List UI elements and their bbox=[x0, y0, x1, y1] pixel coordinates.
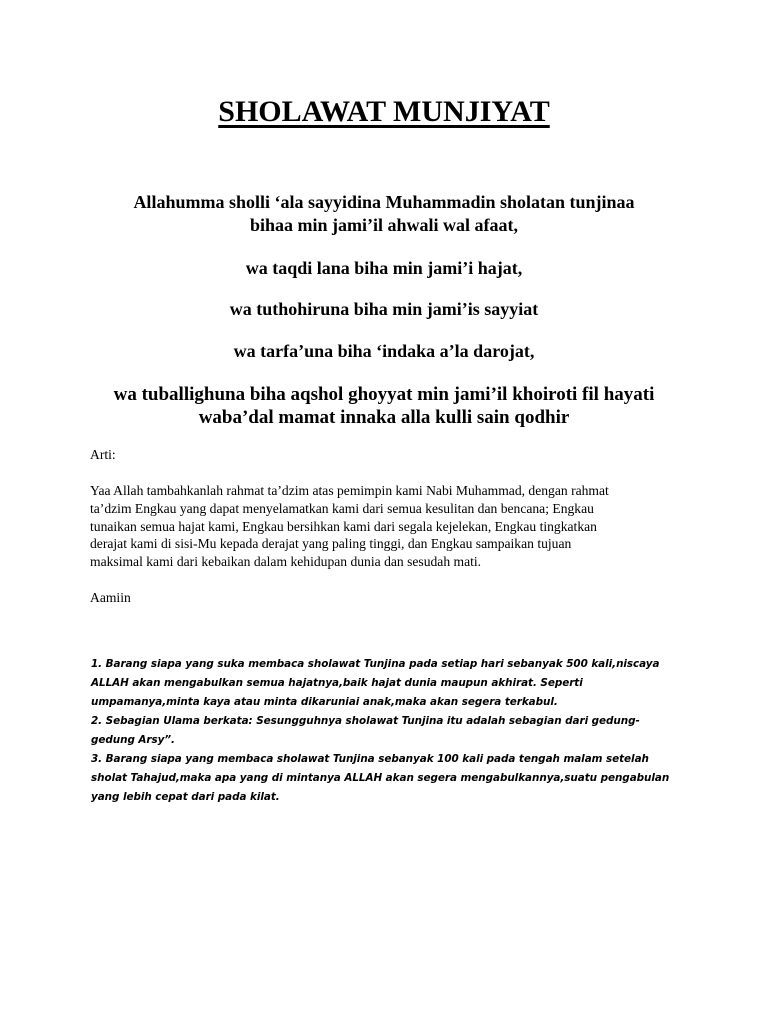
note-line: sholat Tahajud,maka apa yang di mintanya ALLAH akan segera mengabulkannya,suatu pengabulan bbox=[91, 772, 670, 784]
verse-line: wa tarfa’una biha ‘indaka a’la darojat, bbox=[233, 341, 535, 361]
note-line: 3. Barang siapa yang membaca sholawat Tunjina sebanyak 100 kali pada tengah malam setelah bbox=[91, 753, 649, 765]
translation-line: derajat kami di sisi-Mu kepada derajat yang paling tinggi, dan Engkau sampaikan tujuan bbox=[90, 536, 572, 552]
translation-line: Yaa Allah tambahkanlah rahmat ta’dzim atas pemimpin kami Nabi Muhammad, dengan rahmat bbox=[90, 483, 609, 498]
verse-1 bbox=[60, 191, 708, 237]
translation-line: maksimal kami dari kebaikan dalam kehidupan dunia dan sesudah mati. bbox=[90, 554, 482, 570]
verse-2 bbox=[60, 257, 708, 280]
verse-line: Allahumma sholli ‘ala sayyidina Muhammadin sholatan tunjinaa bbox=[133, 192, 635, 212]
note-line: 2. Sebagian Ulama berkata: Sesungguhnya sholawat Tunjina itu adalah sebagian dari gedung- bbox=[91, 715, 640, 727]
verse-line: bihaa min jami’il ahwali wal afaat, bbox=[249, 215, 518, 235]
verse-3 bbox=[60, 298, 708, 321]
verse-4 bbox=[60, 340, 708, 363]
arti-label bbox=[90, 446, 710, 464]
note-line: gedung Arsy”. bbox=[91, 734, 175, 746]
arti-label-text: Arti: bbox=[90, 447, 116, 462]
translation-line: tunaikan semua hajat kami, Engkau bersihkan kami dari segala kejelekan, Engkau tingkatkan bbox=[90, 518, 597, 534]
note-line: ALLAH akan mengabulkan semua hajatnya,baik hajat dunia maupun akhirat. Seperti bbox=[91, 677, 583, 689]
translation-line: ta’dzim Engkau yang dapat menyelamatkan kami dari semua kesulitan dan bencana; Engkau bbox=[90, 500, 594, 516]
notes-list bbox=[91, 655, 711, 807]
verse-5 bbox=[60, 383, 708, 429]
note-line: yang lebih cepat dari pada kilat. bbox=[91, 791, 280, 803]
verse-line: wa tuballighuna biha aqshol ghoyyat min jami’il khoiroti fil hayati bbox=[113, 384, 655, 405]
translation-paragraph bbox=[90, 482, 710, 571]
note-line: umpamanya,minta kaya atau minta dikaruniai anak,maka akan segera terkabul. bbox=[91, 696, 558, 708]
closing bbox=[90, 589, 710, 607]
verse-line: wa taqdi lana biha min jami’i hajat, bbox=[245, 258, 523, 278]
closing-text: Aamiin bbox=[90, 590, 131, 605]
verse-line: wa tuthohiruna biha min jami’is sayyiat bbox=[229, 299, 539, 319]
document-title: SHOLAWAT MUNJIYAT bbox=[218, 95, 550, 128]
note-line: 1. Barang siapa yang suka membaca sholawat Tunjina pada setiap hari sebanyak 500 kali,niscaya bbox=[91, 658, 660, 670]
verse-line: waba’dal mamat innaka alla kulli sain qodhir bbox=[198, 407, 570, 428]
